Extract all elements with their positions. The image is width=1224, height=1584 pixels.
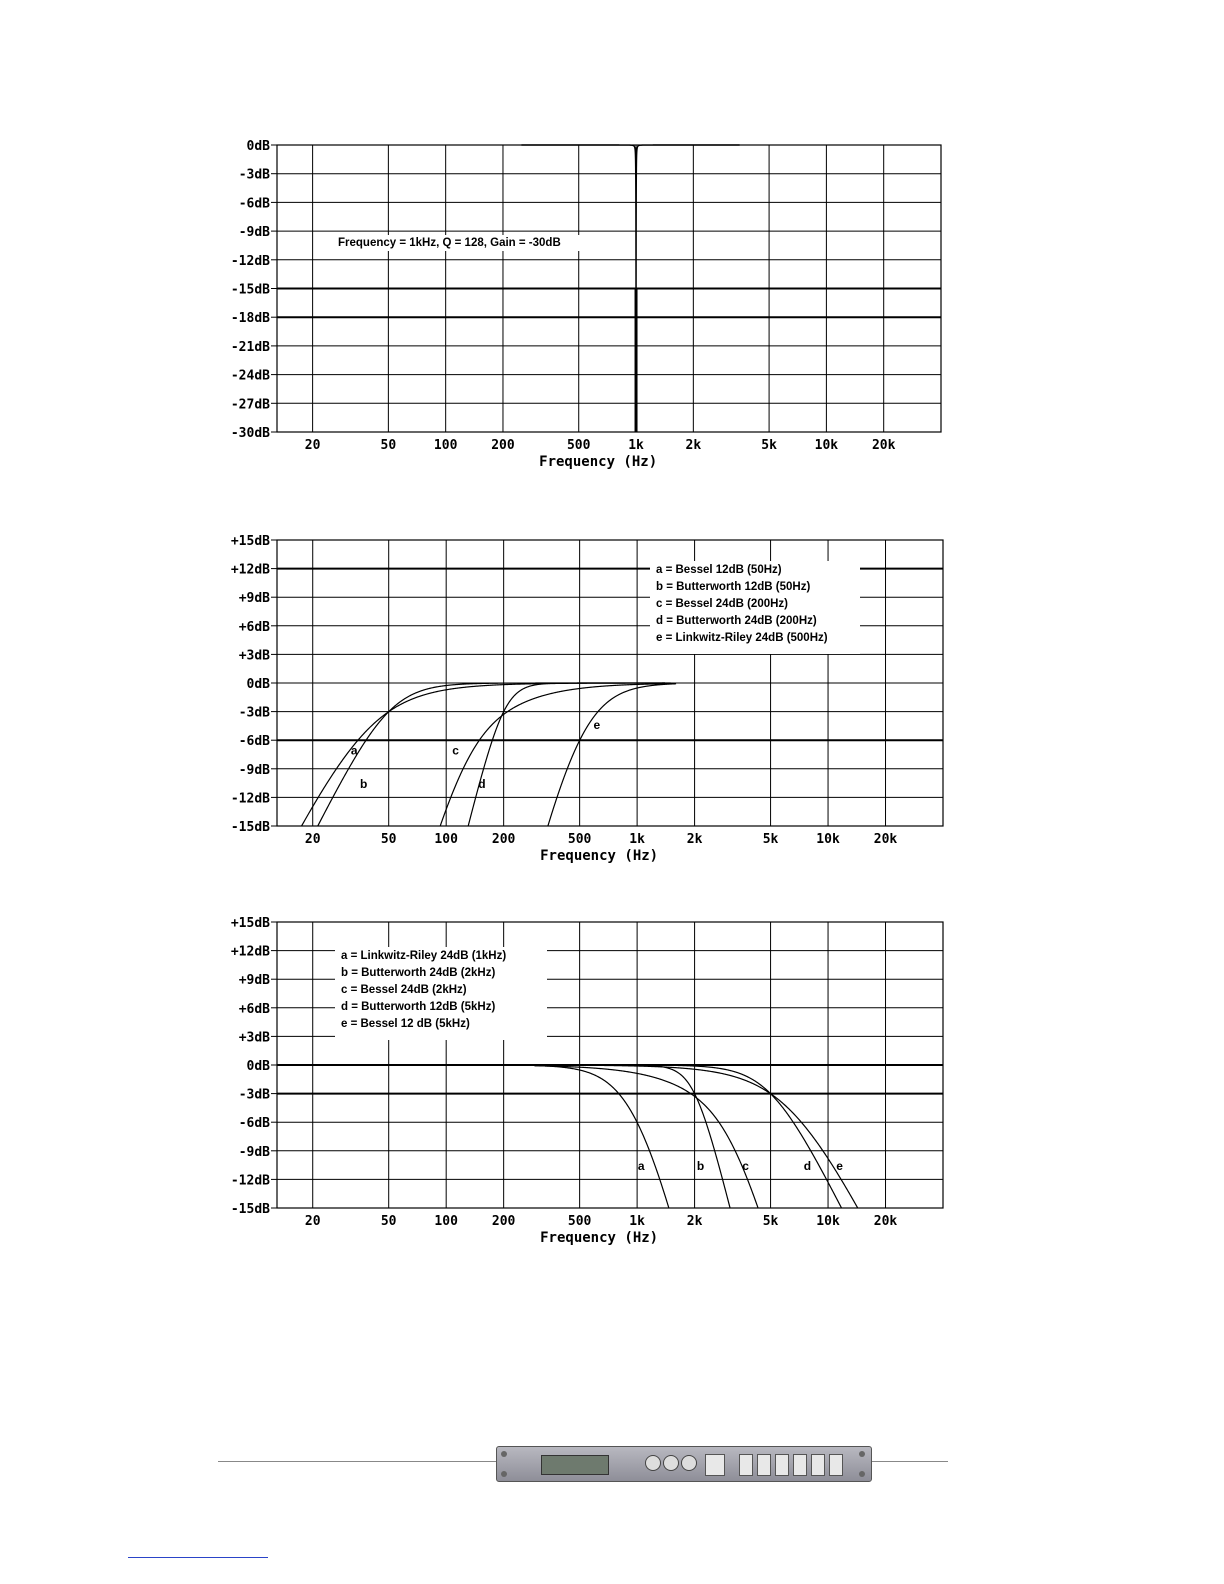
y-tick-label: +15dB [230, 534, 270, 549]
x-tick-label: 50 [380, 832, 397, 847]
series-label: c [742, 1158, 749, 1173]
y-tick-label: -18dB [230, 311, 270, 327]
panel-knob [681, 1455, 697, 1471]
x-tick-label: 20k [873, 1214, 898, 1229]
y-tick-label: +12dB [230, 944, 270, 960]
legend-entry: a = Linkwitz-Riley 24dB (1kHz) [341, 950, 507, 962]
x-tick-label: 100 [433, 438, 458, 453]
x-tick-label: 5k [762, 1214, 779, 1229]
x-tick-label: 20 [304, 438, 321, 453]
y-tick-label: -3dB [238, 167, 270, 183]
chart-1 [231, 139, 941, 470]
x-tick-label: 10k [816, 832, 840, 847]
x-tick-label: 1k [629, 1214, 645, 1229]
panel-button [829, 1454, 843, 1476]
x-tick-label: 20 [304, 1214, 321, 1229]
series-label: a [350, 743, 358, 758]
x-tick-label: 5k [761, 438, 777, 453]
y-tick-label: -15dB [230, 820, 270, 835]
footer-rule-right [870, 1461, 948, 1462]
panel-knob [645, 1455, 661, 1471]
x-axis-label: Frequency (Hz) [539, 454, 658, 470]
footer-rule-left [218, 1461, 496, 1462]
y-tick-label: -27dB [230, 397, 270, 413]
y-tick-label: -9dB [238, 225, 270, 241]
y-tick-label: +3dB [238, 1030, 270, 1046]
y-tick-label: 0dB [246, 1059, 270, 1074]
panel-button [811, 1454, 825, 1476]
series-label: b [696, 1158, 705, 1173]
x-tick-label: 1k [628, 438, 644, 453]
y-tick-label: +9dB [238, 591, 270, 607]
chart-annotation: Frequency = 1kHz, Q = 128, Gain = -30dB [338, 237, 561, 249]
y-tick-label: -9dB [238, 1144, 270, 1160]
y-tick-label: -30dB [230, 426, 270, 441]
x-tick-label: 2k [686, 832, 703, 847]
device-front-panel-image [496, 1446, 872, 1482]
legend-entry: c = Bessel 24dB (200Hz) [656, 598, 788, 610]
x-tick-label: 100 [434, 1214, 458, 1229]
x-tick-label: 20 [304, 832, 321, 847]
series-label: d [803, 1158, 812, 1173]
x-tick-label: 200 [491, 832, 516, 847]
panel-button [705, 1454, 725, 1476]
legend-entry: d = Butterworth 12dB (5kHz) [341, 1001, 496, 1013]
panel-screw [859, 1471, 865, 1477]
y-tick-label: -12dB [230, 1173, 270, 1189]
legend-entry: e = Bessel 12 dB (5kHz) [341, 1018, 470, 1030]
legend-entry: b = Butterworth 24dB (2kHz) [341, 967, 496, 979]
x-tick-label: 50 [380, 438, 397, 453]
x-tick-label: 20k [871, 438, 896, 453]
chart-3 [231, 916, 943, 1246]
y-tick-label: -15dB [230, 1202, 270, 1217]
y-tick-label: -12dB [230, 791, 270, 807]
y-tick-label: -3dB [238, 705, 270, 721]
y-tick-label: 0dB [246, 677, 270, 692]
y-tick-label: -9dB [238, 762, 270, 778]
y-tick-label: -3dB [238, 1087, 270, 1103]
panel-button [739, 1454, 753, 1476]
series-label: c [452, 743, 459, 758]
panel-screw [859, 1451, 865, 1457]
y-tick-label: 0dB [246, 139, 270, 154]
panel-button [775, 1454, 789, 1476]
y-tick-label: +6dB [238, 1001, 270, 1017]
panel-button [757, 1454, 771, 1476]
series-label: d [478, 776, 486, 791]
panel-display [541, 1455, 609, 1475]
y-tick-label: -12dB [230, 253, 270, 269]
x-axis-label: Frequency (Hz) [540, 848, 659, 864]
panel-screw [501, 1471, 507, 1477]
y-tick-label: -21dB [230, 339, 270, 355]
y-tick-label: -6dB [238, 734, 270, 750]
panel-screw [501, 1451, 507, 1457]
x-tick-label: 200 [491, 438, 515, 453]
y-tick-label: +15dB [230, 916, 270, 931]
y-tick-label: +9dB [238, 973, 270, 989]
x-tick-label: 500 [567, 1214, 592, 1229]
x-tick-label: 500 [566, 438, 591, 453]
y-tick-label: -15dB [230, 282, 270, 298]
series-label: e [836, 1158, 843, 1173]
panel-button [793, 1454, 807, 1476]
x-tick-label: 10k [814, 438, 839, 453]
x-axis-label: Frequency (Hz) [540, 1230, 659, 1246]
series-label: a [637, 1158, 645, 1173]
x-tick-label: 10k [816, 1214, 840, 1229]
y-tick-label: -6dB [238, 196, 270, 212]
y-tick-label: -6dB [238, 1116, 270, 1132]
panel-knob [663, 1455, 679, 1471]
series-label: e [593, 717, 601, 732]
legend-entry: d = Butterworth 24dB (200Hz) [656, 615, 817, 627]
legend-entry: a = Bessel 12dB (50Hz) [656, 564, 782, 576]
y-tick-label: -24dB [230, 368, 270, 384]
x-tick-label: 2k [686, 1214, 703, 1229]
x-tick-label: 200 [491, 1214, 516, 1229]
legend-entry: e = Linkwitz-Riley 24dB (500Hz) [656, 632, 828, 644]
x-tick-label: 2k [685, 438, 702, 453]
y-tick-label: +6dB [238, 619, 270, 635]
legend-entry: c = Bessel 24dB (2kHz) [341, 984, 467, 996]
x-tick-label: 50 [380, 1214, 397, 1229]
chart-2 [231, 534, 943, 864]
series-label: b [360, 776, 368, 791]
x-tick-label: 5k [762, 832, 779, 847]
y-tick-label: +3dB [238, 648, 270, 664]
x-tick-label: 500 [567, 832, 592, 847]
x-tick-label: 100 [434, 832, 458, 847]
footer-link-underline [128, 1557, 268, 1558]
x-tick-label: 20k [873, 832, 898, 847]
legend-entry: b = Butterworth 12dB (50Hz) [656, 581, 811, 593]
x-tick-label: 1k [629, 832, 645, 847]
y-tick-label: +12dB [230, 562, 270, 578]
